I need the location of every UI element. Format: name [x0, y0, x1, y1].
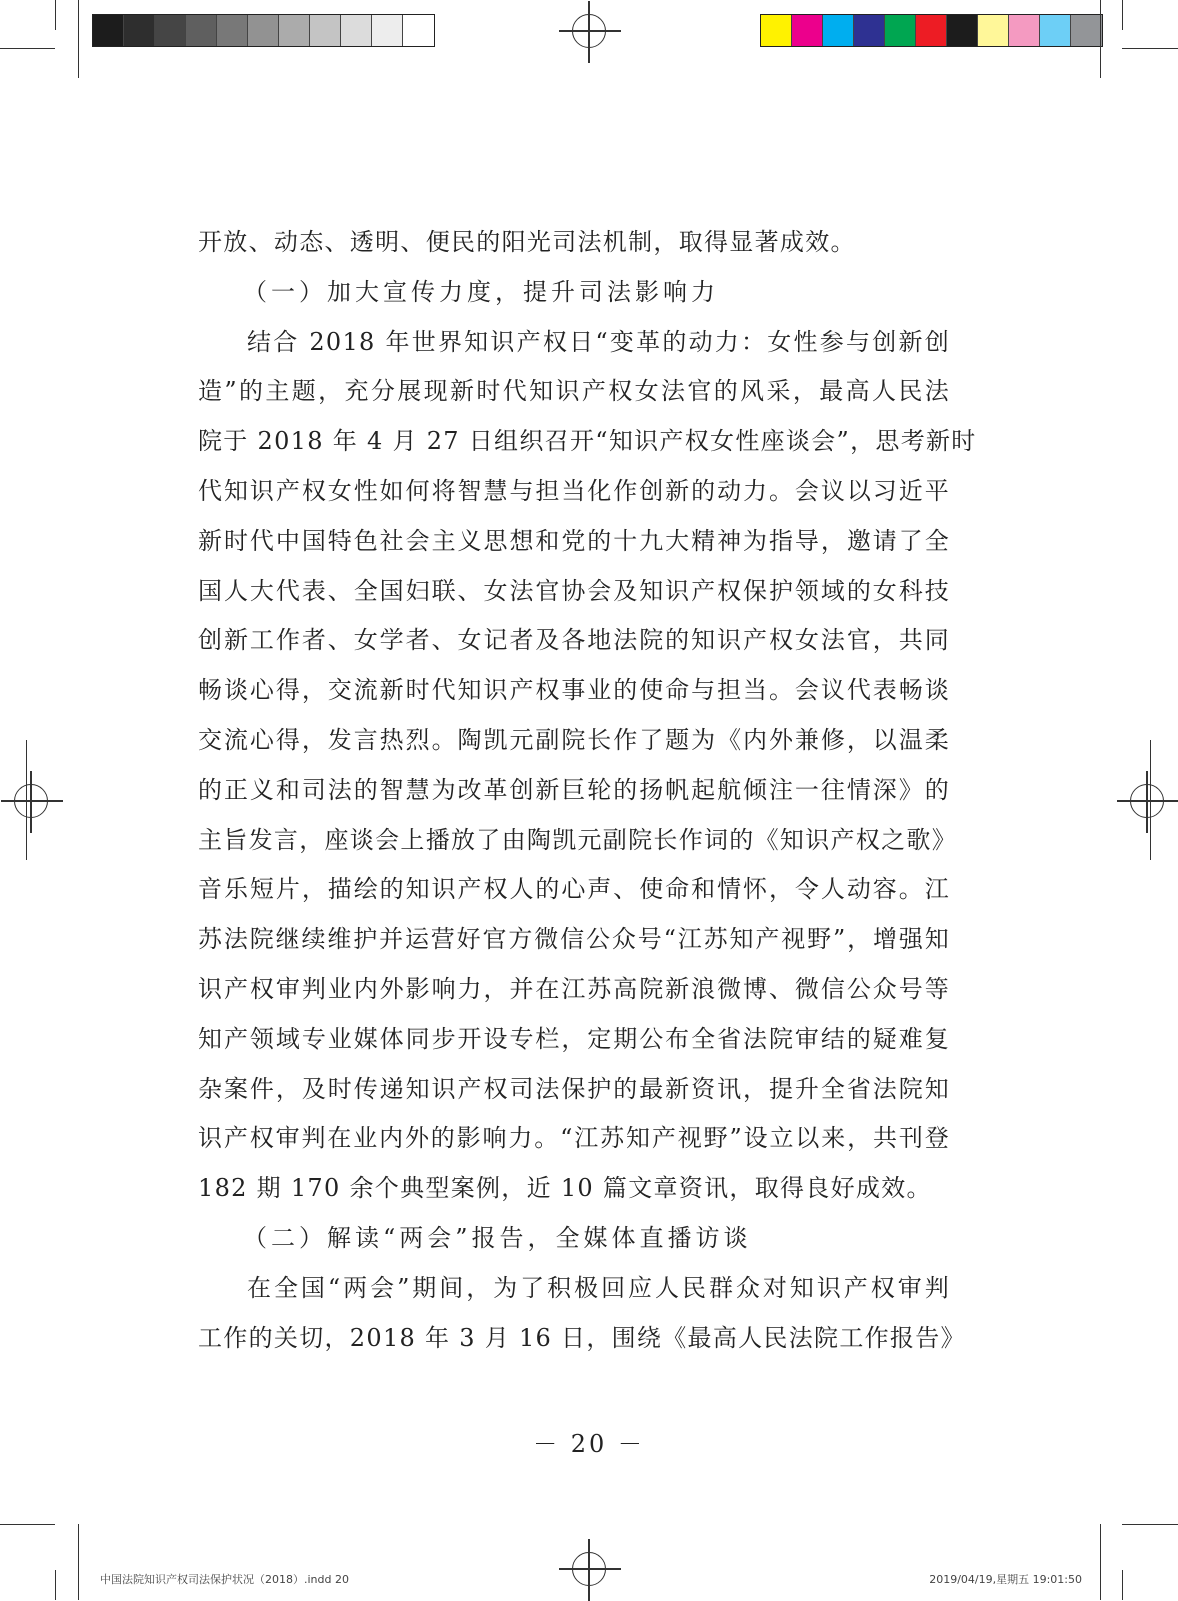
gray-swatch — [217, 15, 248, 46]
section-heading: （一）加大宣传力度，提升司法影响力 — [243, 277, 719, 306]
gray-swatch — [279, 15, 310, 46]
crop-mark — [1122, 0, 1123, 30]
color-swatch — [1071, 15, 1102, 46]
text-line: 造”的主题，充分展现新时代知识产权女法官的风采，最高人民法 — [198, 377, 950, 406]
text-line: 创新工作者、女学者、女记者及各地法院的知识产权女法官，共同 — [198, 626, 950, 655]
text-line: 音乐短片，描绘的知识产权人的心声、使命和情怀，令人动容。江 — [198, 875, 950, 904]
body-text — [198, 218, 977, 1363]
text-line: 畅谈心得，交流新时代知识产权事业的使命与担当。会议代表畅谈 — [198, 676, 950, 705]
crop-mark — [1122, 1524, 1178, 1525]
gray-swatch — [372, 15, 403, 46]
text-line: 识产权审判在业内外的影响力。“江苏知产视野”设立以来，共刊登 — [198, 1124, 950, 1153]
crop-mark — [1122, 48, 1178, 49]
color-swatch — [792, 15, 823, 46]
color-calibration-bar — [760, 14, 1103, 47]
crop-mark — [55, 0, 56, 30]
text-line: 新时代中国特色社会主义思想和党的十九大精神为指导，邀请了全 — [198, 526, 950, 555]
gray-swatch — [186, 15, 217, 46]
text-line: 在全国“两会”期间，为了积极回应人民群众对知识产权审判 — [247, 1273, 950, 1302]
crop-mark — [55, 1570, 56, 1600]
page-number: － 20 － — [533, 1430, 645, 1458]
crop-mark — [1100, 1524, 1101, 1600]
text-line: 结合 2018 年世界知识产权日“变革的动力：女性参与创新创 — [247, 327, 950, 356]
registration-mark-bottom — [572, 1552, 606, 1586]
crop-mark — [78, 0, 79, 78]
text-line: 代知识产权女性如何将智慧与担当化作创新的动力。会议以习近平 — [198, 476, 950, 505]
section-heading: （二）解读“两会”报告，全媒体直播访谈 — [243, 1223, 752, 1252]
text-line: 开放、动态、透明、便民的阳光司法机制，取得显著成效。 — [198, 228, 856, 256]
text-line: 院于 2018 年 4 月 27 日组织召开“知识产权女性座谈会”，思考新时 — [198, 427, 977, 456]
color-swatch — [854, 15, 885, 46]
registration-guide — [1150, 740, 1151, 860]
color-swatch — [978, 15, 1009, 46]
gray-swatch — [124, 15, 155, 46]
crop-mark — [1122, 1570, 1123, 1600]
text-line: 苏法院继续维护并运营好官方微信公众号“江苏知产视野”，增强知 — [198, 925, 950, 954]
registration-guide — [26, 740, 27, 860]
grayscale-calibration-bar — [92, 14, 435, 47]
gray-swatch — [341, 15, 372, 46]
color-swatch — [1040, 15, 1071, 46]
crop-mark — [0, 48, 55, 49]
registration-mark-right — [1130, 784, 1164, 818]
gray-swatch — [155, 15, 186, 46]
gray-swatch — [93, 15, 124, 46]
registration-mark-left — [14, 784, 48, 818]
color-swatch — [885, 15, 916, 46]
registration-mark-top — [572, 14, 606, 48]
text-line: 国人大代表、全国妇联、女法官协会及知识产权保护领域的女科技 — [198, 576, 950, 605]
gray-swatch — [310, 15, 341, 46]
footer-timestamp: 2019/04/19,星期五 19:01:50 — [929, 1573, 1082, 1586]
color-swatch — [823, 15, 854, 46]
color-swatch — [947, 15, 978, 46]
color-swatch — [916, 15, 947, 46]
text-line: 知产领域专业媒体同步开设专栏，定期公布全省法院审结的疑难复 — [198, 1024, 950, 1053]
footer-file-name: 中国法院知识产权司法保护状况（2018）.indd 20 — [100, 1573, 349, 1586]
crop-mark — [1100, 0, 1101, 78]
gray-swatch — [248, 15, 279, 46]
crop-mark — [0, 1524, 55, 1525]
text-line: 识产权审判业内外影响力，并在江苏高院新浪微博、微信公众号等 — [198, 974, 950, 1003]
text-line: 交流心得，发言热烈。陶凯元副院长作了题为《内外兼修，以温柔 — [198, 725, 950, 754]
color-swatch — [1009, 15, 1040, 46]
text-line: 182 期 170 余个典型案例，近 10 篇文章资讯，取得良好成效。 — [198, 1174, 932, 1203]
gray-swatch — [403, 15, 434, 46]
text-line: 杂案件，及时传递知识产权司法保护的最新资讯，提升全省法院知 — [198, 1074, 950, 1103]
text-line: 主旨发言，座谈会上播放了由陶凯元副院长作词的《知识产权之歌》 — [198, 825, 957, 854]
crop-mark — [78, 1524, 79, 1600]
text-line: 的正义和司法的智慧为改革创新巨轮的扬帆起航倾注一往情深》的 — [198, 775, 950, 804]
color-swatch — [761, 15, 792, 46]
text-line: 工作的关切，2018 年 3 月 16 日，围绕《最高人民法院工作报告》 — [198, 1323, 966, 1352]
